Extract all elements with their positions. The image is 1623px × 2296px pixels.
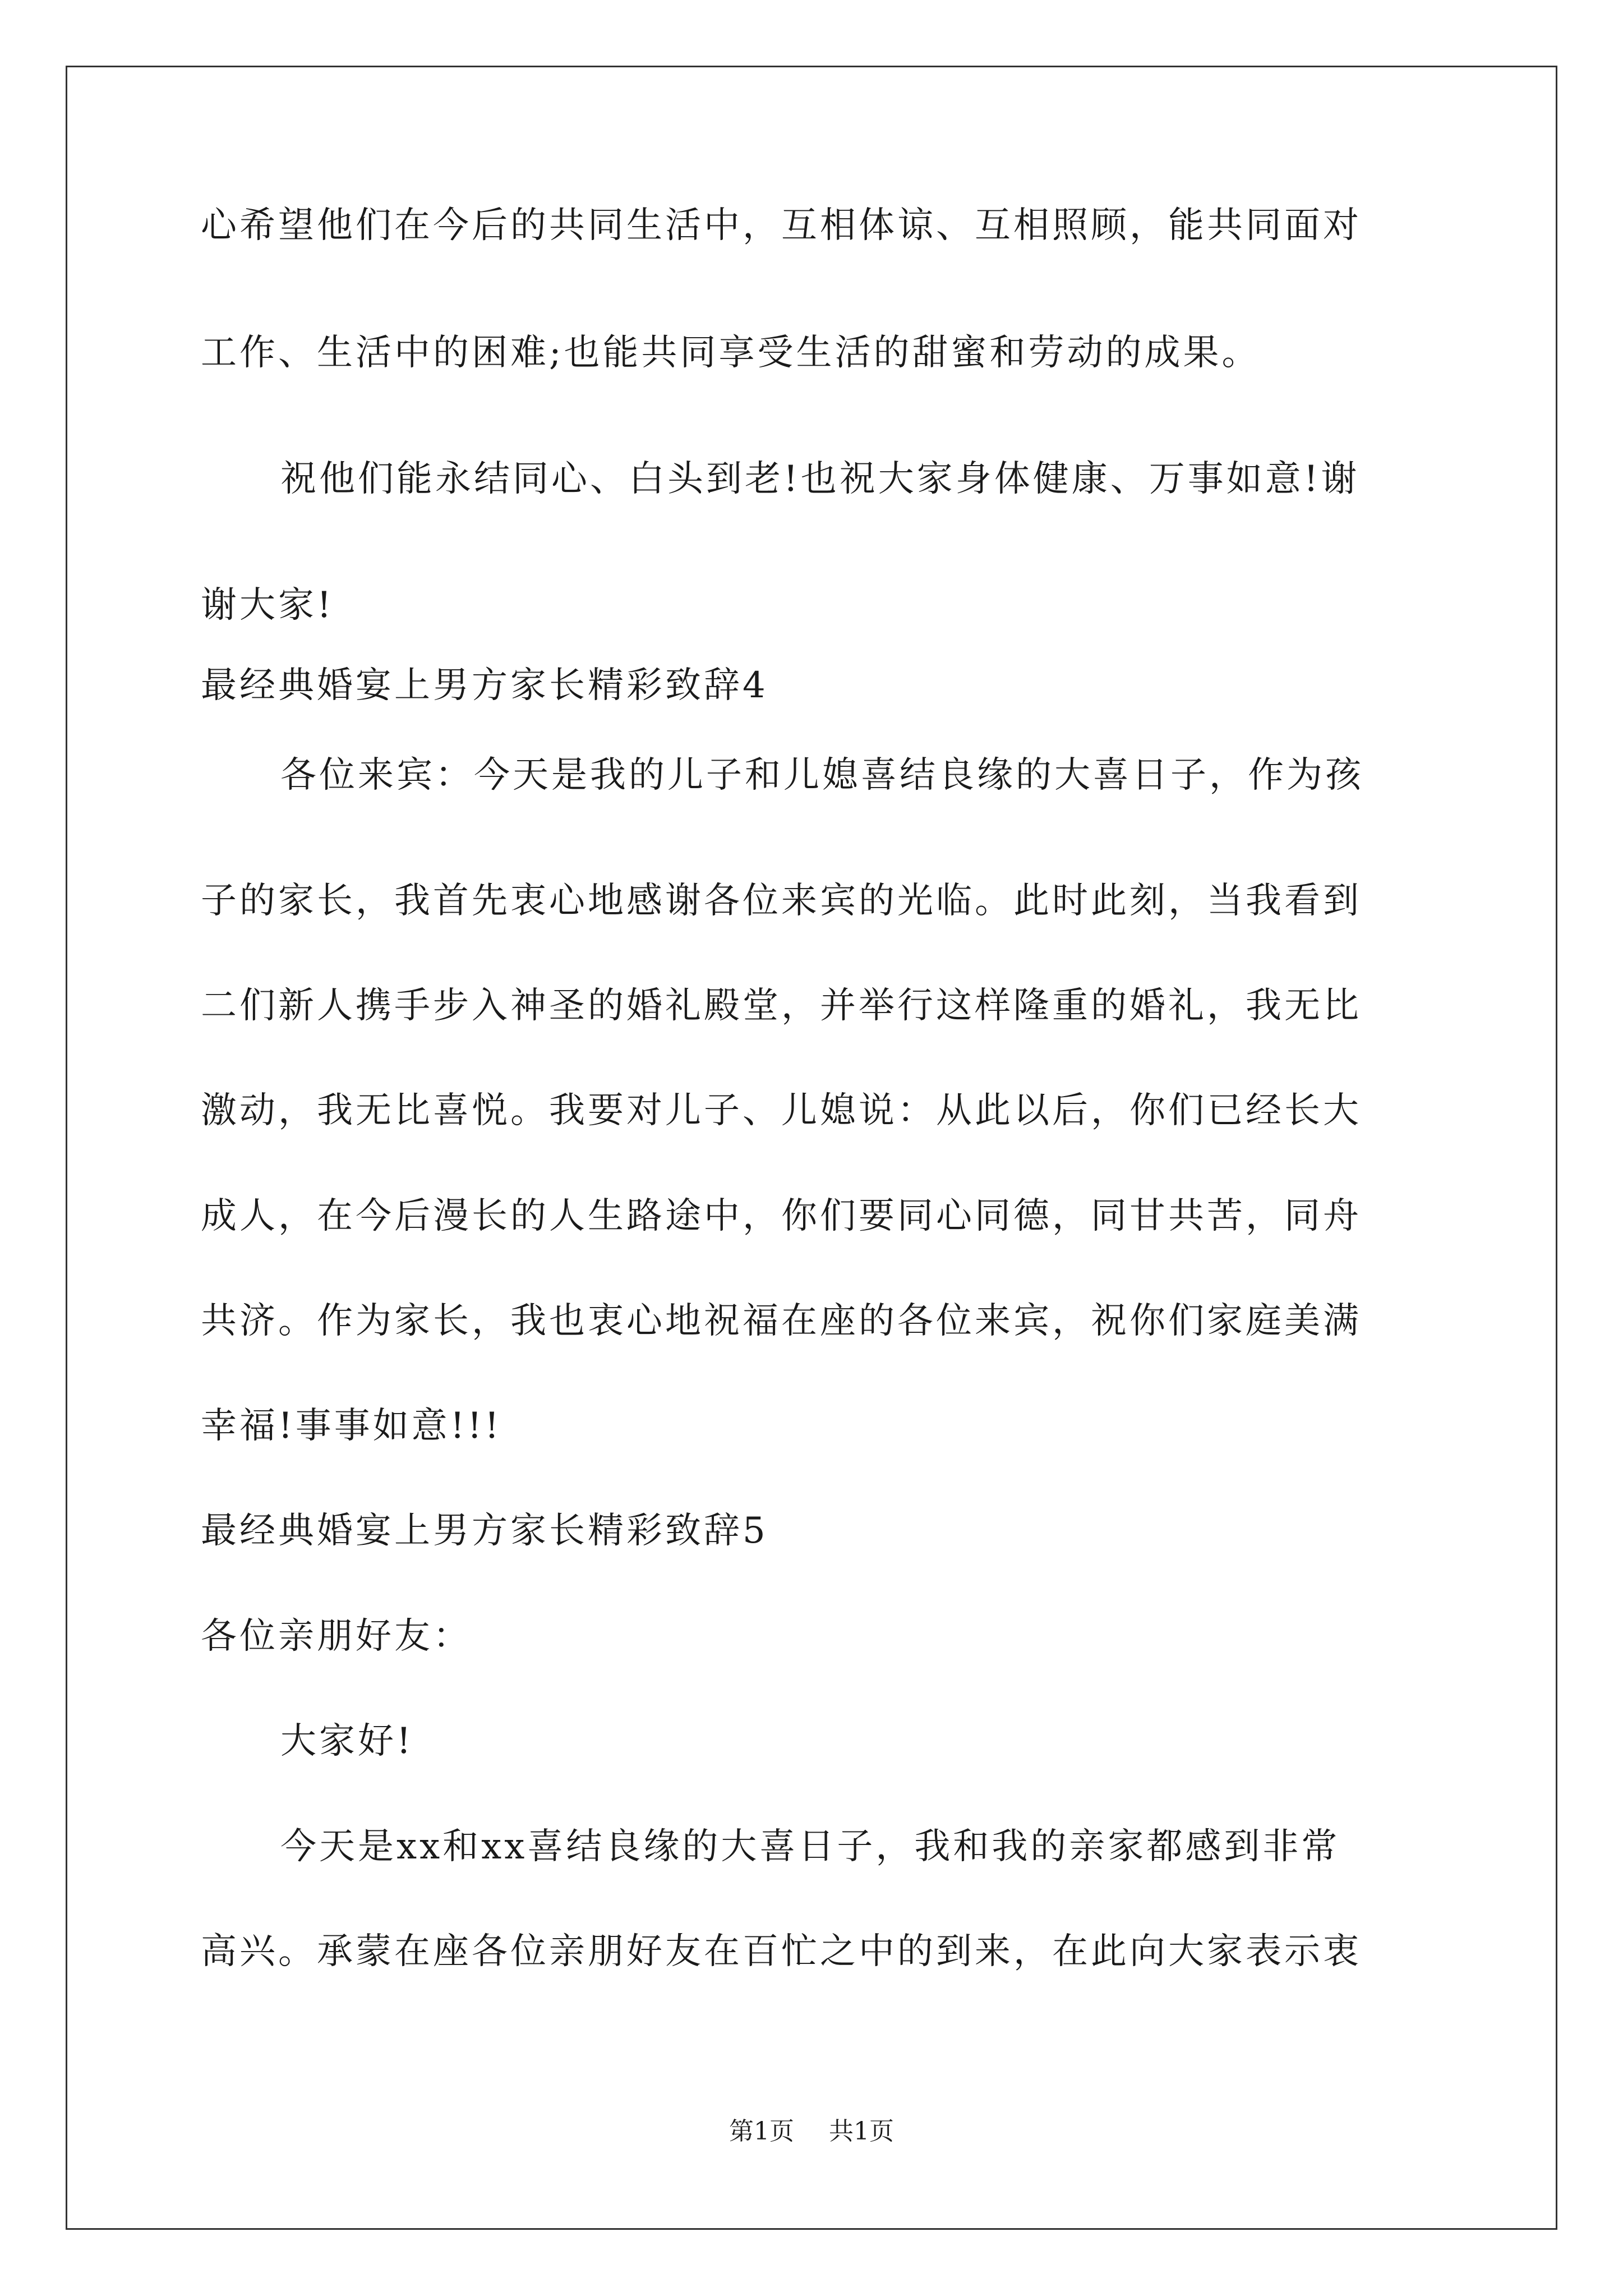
body-line: 幸福!事事如意!!!: [201, 1405, 502, 1447]
body-line: 各位亲朋好友：: [201, 1616, 472, 1657]
body-line: 谢大家!: [201, 585, 334, 626]
body-line: 共济。作为家长，我也衷心地祝福在座的各位来宾，祝你们家庭美满: [201, 1300, 1362, 1342]
body-line: 大家好!: [280, 1720, 414, 1762]
body-line: 各位来宾：今天是我的儿子和儿媳喜结良缘的大喜日子，作为孩: [280, 754, 1364, 796]
body-line: 祝他们能永结同心、白头到老!也祝大家身体健康、万事如意!谢: [280, 458, 1360, 500]
body-line: 今天是xx和xx喜结良缘的大喜日子，我和我的亲家都感到非常: [280, 1826, 1340, 1867]
body-line: 二们新人携手步入神圣的婚礼殿堂，并举行这样隆重的婚礼，我无比: [201, 985, 1362, 1027]
section-heading: 最经典婚宴上男方家长精彩致辞4: [201, 665, 768, 706]
body-line: 心希望他们在今后的共同生活中，互相体谅、互相照顾，能共同面对: [201, 205, 1362, 246]
body-line: 成人，在今后漫长的人生路途中，你们要同心同德，同甘共苦，同舟: [201, 1195, 1362, 1237]
page-border: [66, 66, 1557, 2230]
body-line: 工作、生活中的困难;也能共同享受生活的甜蜜和劳动的成果。: [201, 332, 1261, 374]
body-line: 高兴。承蒙在座各位亲朋好友在百忙之中的到来，在此向大家表示衷: [201, 1931, 1362, 1972]
page-footer: [0, 2115, 1623, 2148]
body-line: 激动，我无比喜悦。我要对儿子、儿媳说：从此以后，你们已经长大: [201, 1090, 1362, 1131]
body-line: 子的家长，我首先衷心地感谢各位来宾的光临。此时此刻，当我看到: [201, 880, 1362, 922]
section-heading: 最经典婚宴上男方家长精彩致辞5: [201, 1510, 768, 1552]
page-number: 第1页: [729, 2117, 794, 2146]
page-total: 共1页: [829, 2117, 894, 2146]
